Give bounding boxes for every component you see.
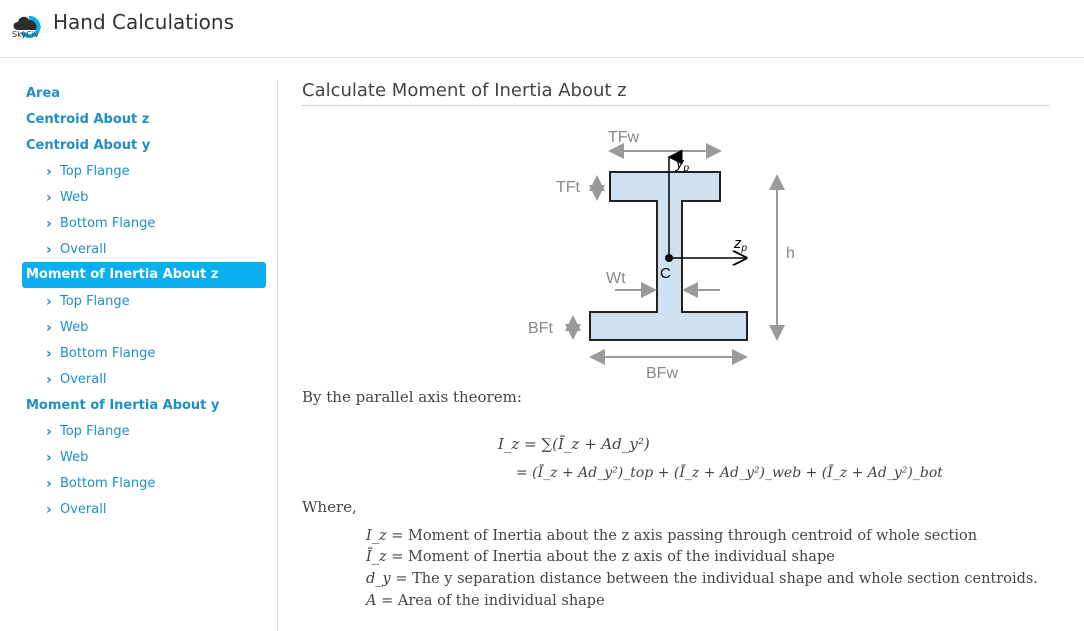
sidebar-item-moment-z-bottom-flange[interactable] <box>22 341 266 367</box>
chevron-right-icon: › <box>46 216 52 232</box>
centroid-point <box>665 254 673 262</box>
sidebar-item-label: Bottom Flange <box>60 476 156 491</box>
label-bft: BFt <box>528 320 553 337</box>
sidebar-item-moment-z[interactable] <box>22 262 266 288</box>
definition-text: = Moment of Inertia about the z axis passing through centroid of whole section <box>386 528 978 544</box>
where-label: Where, <box>302 498 357 516</box>
label-yp: $y_p$ <box>676 155 690 174</box>
sidebar-item-moment-y-top-flange[interactable] <box>22 419 266 445</box>
label-centroid: C <box>660 265 671 282</box>
logo-text: SkyCiv <box>12 30 39 39</box>
sidebar-item-label: Web <box>60 450 89 465</box>
definition-symbol: A <box>366 593 377 609</box>
sidebar-item-centroid-y-overall[interactable] <box>22 237 266 263</box>
chevron-right-icon: › <box>46 476 52 492</box>
sidebar-item-label: Web <box>60 190 89 205</box>
sidebar-item-centroid-y[interactable] <box>22 133 266 159</box>
definition-text: = The y separation distance between the individual shape and whole section centroids. <box>390 571 1038 587</box>
sidebar-item-label: Bottom Flange <box>60 216 156 231</box>
sidebar-item-label: Top Flange <box>60 164 130 179</box>
definition-row <box>366 571 1038 587</box>
sidebar-item-label: Centroid About z <box>26 112 150 127</box>
label-wt: Wt <box>606 270 626 287</box>
chevron-right-icon: › <box>46 450 52 466</box>
equation-sum <box>498 435 650 453</box>
theorem-text: By the parallel axis theorem: <box>302 388 522 406</box>
sidebar-item-moment-z-overall[interactable] <box>22 367 266 393</box>
chevron-right-icon: › <box>46 372 52 388</box>
chevron-right-icon: › <box>46 190 52 206</box>
sidebar-item-label: Area <box>26 86 61 101</box>
label-tft: TFt <box>556 179 580 196</box>
sidebar-item-centroid-y-web[interactable] <box>22 185 266 211</box>
sidebar-item-centroid-y-bottom-flange[interactable] <box>22 211 266 237</box>
sidebar-item-label: Overall <box>60 242 107 257</box>
label-bfw: BFw <box>646 365 678 382</box>
chevron-right-icon: › <box>46 164 52 180</box>
equation-expanded <box>516 465 943 481</box>
page-title: Hand Calculations <box>53 10 235 34</box>
sidebar-item-moment-y-overall[interactable] <box>22 497 266 523</box>
definition-row <box>366 549 835 565</box>
chevron-right-icon: › <box>46 242 52 258</box>
definition-row <box>366 593 605 609</box>
equation-expanded-text: = (Ī_z + Ad_y²)_top + (Ī_z + Ad_y²)_web + (Ī_z + Ad_y²)_bot <box>516 465 943 481</box>
sidebar-item-centroid-z[interactable] <box>22 107 266 133</box>
chevron-right-icon: › <box>46 346 52 362</box>
chevron-right-icon: › <box>46 502 52 518</box>
sidebar-item-label: Overall <box>60 502 107 517</box>
sidebar-item-label: Top Flange <box>60 424 130 439</box>
sidebar-item-centroid-y-top-flange[interactable] <box>22 159 266 185</box>
chevron-right-icon: › <box>46 424 52 440</box>
sidebar-item-moment-z-top-flange[interactable] <box>22 289 266 315</box>
definition-symbol: I_z <box>366 528 387 544</box>
sidebar-item-label: Moment of Inertia About z <box>26 267 219 282</box>
label-zp: $z_p$ <box>734 235 748 254</box>
chevron-right-icon: › <box>46 294 52 310</box>
definition-symbol: Ī_z <box>366 549 387 565</box>
i-beam-diagram <box>520 124 820 386</box>
definition-row <box>366 528 977 544</box>
sidebar-item-label: Centroid About y <box>26 138 151 153</box>
app-header <box>0 0 1084 58</box>
sidebar-item-area[interactable] <box>22 81 266 107</box>
chevron-right-icon: › <box>46 320 52 336</box>
sidebar-item-moment-y[interactable] <box>22 393 266 419</box>
sidebar-item-label: Moment of Inertia About y <box>26 398 220 413</box>
sidebar-item-moment-y-web[interactable] <box>22 445 266 471</box>
definition-text: = Area of the individual shape <box>376 593 605 609</box>
sidebar-item-label: Top Flange <box>60 294 130 309</box>
section-title: Calculate Moment of Inertia About z <box>302 80 1049 106</box>
sidebar-item-label: Overall <box>60 372 107 387</box>
sidebar-nav <box>0 80 278 631</box>
label-h: h <box>786 245 795 262</box>
sidebar-item-moment-y-bottom-flange[interactable] <box>22 471 266 497</box>
definition-symbol: d_y <box>366 571 391 587</box>
sidebar-item-moment-z-web[interactable] <box>22 315 266 341</box>
definition-text: = Moment of Inertia about the z axis of the individual shape <box>386 549 835 565</box>
equation-sum-text: I_z = ∑(Ī_z + Ad_y²) <box>498 435 650 453</box>
label-tfw: TFw <box>608 129 640 146</box>
sidebar-item-label: Web <box>60 320 89 335</box>
sidebar-item-label: Bottom Flange <box>60 346 156 361</box>
